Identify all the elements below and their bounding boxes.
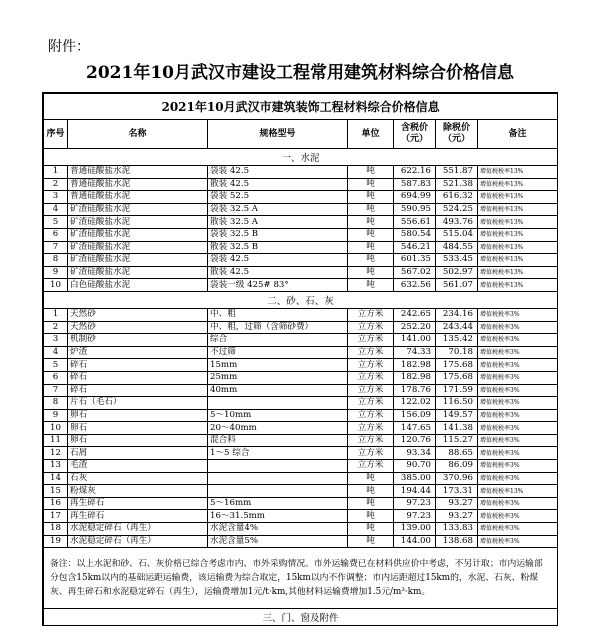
cell-spec: 40mm	[208, 384, 348, 397]
cell-note: 增值税税率3%	[478, 321, 558, 334]
cell-price-tax: 182.98	[394, 371, 436, 384]
section-title: 一、水泥	[44, 149, 558, 166]
cell-note: 增值税税率3%	[478, 384, 558, 397]
cell-note: 增值税税率3%	[478, 497, 558, 510]
cell-price-tax: 556.61	[394, 216, 436, 229]
cell-price-tax: 156.09	[394, 409, 436, 422]
cell-no: 9	[44, 409, 68, 422]
cell-unit: 吨	[348, 178, 394, 191]
table-row	[44, 497, 558, 510]
cell-price-notax: 616.32	[436, 191, 478, 204]
price-table-container	[42, 92, 558, 626]
cell-price-tax: 144.00	[394, 535, 436, 548]
table-row	[44, 422, 558, 435]
table-row	[44, 266, 558, 279]
cell-spec: 散装 32.5 B	[208, 241, 348, 254]
cell-price-tax: 194.44	[394, 485, 436, 498]
cell-no: 6	[44, 371, 68, 384]
cell-name: 矿渣硅酸盐水泥	[68, 228, 208, 241]
cell-unit: 吨	[348, 510, 394, 523]
cell-no: 1	[44, 166, 68, 179]
cell-spec: 水泥含量4%	[208, 523, 348, 536]
remark-row	[44, 548, 558, 609]
cell-price-tax: 147.65	[394, 422, 436, 435]
table-row	[44, 409, 558, 422]
cell-note: 增值税税率13%	[478, 216, 558, 229]
cell-name: 粉煤灰	[68, 485, 208, 498]
cell-spec: 中、粗	[208, 308, 348, 321]
cell-no: 9	[44, 266, 68, 279]
cell-unit: 吨	[348, 216, 394, 229]
cell-price-notax: 86.09	[436, 460, 478, 473]
cell-note: 增值税税率3%	[478, 523, 558, 536]
table-row	[44, 460, 558, 473]
cell-price-tax: 141.00	[394, 334, 436, 347]
cell-unit: 立方米	[348, 359, 394, 372]
cell-unit: 立方米	[348, 422, 394, 435]
cell-name: 片石（毛石）	[68, 397, 208, 410]
cell-note: 增值税税率3%	[478, 359, 558, 372]
cell-name: 机制砂	[68, 334, 208, 347]
cell-name: 再生碎石	[68, 510, 208, 523]
cell-price-tax: 694.99	[394, 191, 436, 204]
header-spec: 规格型号	[208, 120, 348, 149]
cell-price-notax: 141.38	[436, 422, 478, 435]
cell-price-tax: 178.76	[394, 384, 436, 397]
cell-spec	[208, 460, 348, 473]
cell-unit: 立方米	[348, 460, 394, 473]
cell-note: 增值税税率13%	[478, 191, 558, 204]
cell-no: 8	[44, 397, 68, 410]
cell-spec: 16～31.5mm	[208, 510, 348, 523]
cell-no: 2	[44, 321, 68, 334]
table-row	[44, 178, 558, 191]
cell-price-notax: 502.97	[436, 266, 478, 279]
cell-name: 白色硅酸盐水泥	[68, 279, 208, 292]
cell-spec: 5～10mm	[208, 409, 348, 422]
table-header-row	[44, 120, 558, 149]
cell-note: 增值税税率3%	[478, 510, 558, 523]
cell-no: 16	[44, 497, 68, 510]
header-price-tax: 含税价 （元）	[394, 120, 436, 149]
price-table	[43, 93, 558, 626]
cell-unit: 吨	[348, 191, 394, 204]
cell-unit: 立方米	[348, 334, 394, 347]
cell-name: 普通硅酸盐水泥	[68, 191, 208, 204]
header-unit: 单位	[348, 120, 394, 149]
cell-spec	[208, 472, 348, 485]
cell-unit: 立方米	[348, 447, 394, 460]
cell-unit: 立方米	[348, 409, 394, 422]
table-row	[44, 166, 558, 179]
page-title: 2021年10月武汉市建设工程常用建筑材料综合价格信息	[86, 63, 514, 83]
cell-name: 水泥稳定碎石（再生）	[68, 535, 208, 548]
header-note: 备注	[478, 120, 558, 149]
cell-spec: 袋装 42.5	[208, 166, 348, 179]
cell-note: 增值税税率13%	[478, 203, 558, 216]
cell-unit: 立方米	[348, 397, 394, 410]
cell-price-notax: 133.83	[436, 523, 478, 536]
cell-price-notax: 173.31	[436, 485, 478, 498]
cell-spec: 袋装一级 425# 83°	[208, 279, 348, 292]
cell-name: 天然砂	[68, 308, 208, 321]
cell-price-notax: 243.44	[436, 321, 478, 334]
cell-price-notax: 370.96	[436, 472, 478, 485]
cell-unit: 吨	[348, 266, 394, 279]
cell-unit: 吨	[348, 535, 394, 548]
cell-name: 碎石	[68, 371, 208, 384]
cell-unit: 立方米	[348, 371, 394, 384]
cell-spec	[208, 485, 348, 498]
cell-spec	[208, 397, 348, 410]
cell-price-notax: 551.87	[436, 166, 478, 179]
cell-price-notax: 521.38	[436, 178, 478, 191]
section-header	[44, 149, 558, 166]
cell-price-notax: 138.68	[436, 535, 478, 548]
cell-name: 普通硅酸盐水泥	[68, 166, 208, 179]
cell-unit: 立方米	[348, 434, 394, 447]
cell-price-tax: 587.83	[394, 178, 436, 191]
table-row	[44, 191, 558, 204]
cell-unit: 吨	[348, 279, 394, 292]
cell-price-tax: 632.56	[394, 279, 436, 292]
cell-price-notax: 93.27	[436, 510, 478, 523]
cell-price-tax: 139.00	[394, 523, 436, 536]
cell-no: 12	[44, 447, 68, 460]
table-row	[44, 523, 558, 536]
cell-no: 5	[44, 216, 68, 229]
cell-no: 17	[44, 510, 68, 523]
cell-price-tax: 122.02	[394, 397, 436, 410]
cell-note: 增值税税率13%	[478, 266, 558, 279]
cell-name: 普通硅酸盐水泥	[68, 178, 208, 191]
cell-price-notax: 88.65	[436, 447, 478, 460]
cell-note: 增值税税率3%	[478, 334, 558, 347]
cell-name: 卵石	[68, 409, 208, 422]
cell-note: 增值税税率3%	[478, 397, 558, 410]
table-row	[44, 279, 558, 292]
cell-name: 矿渣硅酸盐水泥	[68, 266, 208, 279]
cell-spec: 散装 42.5	[208, 266, 348, 279]
cell-name: 矿渣硅酸盐水泥	[68, 241, 208, 254]
cell-spec: 25mm	[208, 371, 348, 384]
cell-no: 5	[44, 359, 68, 372]
cell-price-tax: 120.76	[394, 434, 436, 447]
cell-price-tax: 93.34	[394, 447, 436, 460]
cell-no: 1	[44, 308, 68, 321]
cell-price-tax: 182.98	[394, 359, 436, 372]
cell-name: 再生碎石	[68, 497, 208, 510]
cell-note: 增值税税率3%	[478, 308, 558, 321]
table-row	[44, 254, 558, 267]
cell-price-notax: 175.68	[436, 371, 478, 384]
cell-price-tax: 622.16	[394, 166, 436, 179]
cell-name: 矿渣硅酸盐水泥	[68, 203, 208, 216]
cell-name: 炉渣	[68, 346, 208, 359]
table-row	[44, 359, 558, 372]
cell-name: 石屑	[68, 447, 208, 460]
cell-unit: 立方米	[348, 308, 394, 321]
header-price-notax: 除税价 （元）	[436, 120, 478, 149]
cell-name: 碎石	[68, 384, 208, 397]
cell-spec: 袋装 32.5 A	[208, 203, 348, 216]
attachment-label: 附件：	[48, 39, 90, 55]
cell-spec: 袋装 52.5	[208, 191, 348, 204]
cell-name: 碎石	[68, 359, 208, 372]
cell-no: 18	[44, 523, 68, 536]
cell-spec: 15mm	[208, 359, 348, 372]
cell-note: 增值税税率3%	[478, 472, 558, 485]
cell-price-notax: 93.27	[436, 497, 478, 510]
header-no: 序号	[44, 120, 68, 149]
cell-price-notax: 115.27	[436, 434, 478, 447]
cell-unit: 吨	[348, 241, 394, 254]
cell-name: 水泥稳定碎石（再生）	[68, 523, 208, 536]
cell-price-notax: 135.42	[436, 334, 478, 347]
cell-no: 4	[44, 203, 68, 216]
table-row	[44, 321, 558, 334]
table-title: 2021年10月武汉市建筑装饰工程材料综合价格信息	[44, 94, 558, 120]
cell-name: 矿渣硅酸盐水泥	[68, 254, 208, 267]
cell-no: 4	[44, 346, 68, 359]
cell-unit: 立方米	[348, 321, 394, 334]
cell-spec: 5～16mm	[208, 497, 348, 510]
cell-unit: 立方米	[348, 346, 394, 359]
cell-price-notax: 493.76	[436, 216, 478, 229]
cell-no: 7	[44, 241, 68, 254]
cell-no: 8	[44, 254, 68, 267]
cell-note: 增值税税率3%	[478, 460, 558, 473]
cell-price-tax: 385.00	[394, 472, 436, 485]
table-row	[44, 535, 558, 548]
cell-price-notax: 234.16	[436, 308, 478, 321]
cell-name: 石灰	[68, 472, 208, 485]
cell-unit: 吨	[348, 523, 394, 536]
cell-no: 11	[44, 434, 68, 447]
cell-no: 7	[44, 384, 68, 397]
cell-spec: 袋装 42.5	[208, 254, 348, 267]
cell-price-tax: 580.54	[394, 228, 436, 241]
cell-note: 增值税税率13%	[478, 485, 558, 498]
cell-note: 增值税税率13%	[478, 228, 558, 241]
cell-no: 3	[44, 191, 68, 204]
table-row	[44, 334, 558, 347]
cell-no: 14	[44, 472, 68, 485]
cell-note: 增值税税率13%	[478, 178, 558, 191]
cell-price-tax: 601.35	[394, 254, 436, 267]
section-header	[44, 291, 558, 308]
table-row	[44, 384, 558, 397]
section-header	[44, 609, 558, 626]
cell-price-tax: 590.95	[394, 203, 436, 216]
cell-unit: 吨	[348, 497, 394, 510]
table-row	[44, 346, 558, 359]
cell-note: 增值税税率13%	[478, 254, 558, 267]
table-row	[44, 216, 558, 229]
cell-no: 10	[44, 279, 68, 292]
table-row	[44, 472, 558, 485]
cell-no: 15	[44, 485, 68, 498]
cell-spec: 混合料	[208, 434, 348, 447]
cell-note: 增值税税率13%	[478, 241, 558, 254]
table-row	[44, 447, 558, 460]
cell-note: 增值税税率3%	[478, 422, 558, 435]
cell-unit: 立方米	[348, 384, 394, 397]
cell-price-notax: 561.07	[436, 279, 478, 292]
cell-price-notax: 171.59	[436, 384, 478, 397]
cell-note: 增值税税率13%	[478, 166, 558, 179]
cell-note: 增值税税率3%	[478, 434, 558, 447]
cell-note: 增值税税率3%	[478, 447, 558, 460]
table-row	[44, 434, 558, 447]
cell-note: 增值税税率3%	[478, 535, 558, 548]
cell-unit: 吨	[348, 485, 394, 498]
table-row	[44, 228, 558, 241]
cell-price-tax: 546.21	[394, 241, 436, 254]
cell-price-notax: 484.55	[436, 241, 478, 254]
cell-price-tax: 252.20	[394, 321, 436, 334]
cell-no: 10	[44, 422, 68, 435]
cell-spec: 水泥含量5%	[208, 535, 348, 548]
cell-no: 3	[44, 334, 68, 347]
cell-spec: 袋装 32.5 B	[208, 228, 348, 241]
section-title: 三、门、窗及附件	[44, 609, 558, 626]
cell-spec: 20～40mm	[208, 422, 348, 435]
cell-note: 增值税税率13%	[478, 279, 558, 292]
cell-unit: 吨	[348, 166, 394, 179]
cell-price-tax: 90.70	[394, 460, 436, 473]
cell-note: 增值税税率3%	[478, 346, 558, 359]
cell-price-tax: 97.23	[394, 497, 436, 510]
cell-price-tax: 242.65	[394, 308, 436, 321]
remark-text: 备注：以上水泥和砂、石、灰价格已综合考虑市内、市外采购情况。市外运输费已在材料供应价中考虑，不另计取；市内运输部分包含15km以内的基础运距运输费，该运输费为综合取定，15km以内不作调整；市内运距超过15km的，水泥、石灰、粉煤灰、再生碎石和水泥稳定碎石（再生），运输费增加1元/t·km,其他材料运输费增加1.5元/m³·km。	[44, 548, 558, 609]
cell-price-notax: 149.57	[436, 409, 478, 422]
cell-no: 6	[44, 228, 68, 241]
cell-price-tax: 567.02	[394, 266, 436, 279]
table-row	[44, 397, 558, 410]
header-name: 名称	[68, 120, 208, 149]
cell-unit: 吨	[348, 203, 394, 216]
table-row	[44, 241, 558, 254]
cell-price-notax: 116.50	[436, 397, 478, 410]
cell-name: 卵石	[68, 422, 208, 435]
section-title: 二、砂、石、灰	[44, 291, 558, 308]
cell-price-notax: 524.25	[436, 203, 478, 216]
cell-price-notax: 70.18	[436, 346, 478, 359]
cell-price-notax: 175.68	[436, 359, 478, 372]
cell-price-notax: 533.45	[436, 254, 478, 267]
cell-name: 矿渣硅酸盐水泥	[68, 216, 208, 229]
cell-spec: 散装 32.5 A	[208, 216, 348, 229]
table-row	[44, 485, 558, 498]
cell-name: 卵石	[68, 434, 208, 447]
table-row	[44, 203, 558, 216]
cell-price-notax: 515.04	[436, 228, 478, 241]
cell-note: 增值税税率3%	[478, 409, 558, 422]
cell-name: 天然砂	[68, 321, 208, 334]
cell-price-tax: 97.23	[394, 510, 436, 523]
cell-spec: 1～5 综合	[208, 447, 348, 460]
cell-spec: 散装 42.5	[208, 178, 348, 191]
cell-price-tax: 74.33	[394, 346, 436, 359]
cell-unit: 吨	[348, 228, 394, 241]
table-row	[44, 510, 558, 523]
cell-spec: 综合	[208, 334, 348, 347]
cell-name: 毛渣	[68, 460, 208, 473]
cell-spec: 中、粗，过筛（含筛砂费）	[208, 321, 348, 334]
table-row	[44, 308, 558, 321]
cell-no: 2	[44, 178, 68, 191]
cell-no: 19	[44, 535, 68, 548]
table-row	[44, 371, 558, 384]
cell-note: 增值税税率3%	[478, 371, 558, 384]
cell-unit: 吨	[348, 254, 394, 267]
cell-unit: 吨	[348, 472, 394, 485]
cell-spec: 不过筛	[208, 346, 348, 359]
cell-no: 13	[44, 460, 68, 473]
